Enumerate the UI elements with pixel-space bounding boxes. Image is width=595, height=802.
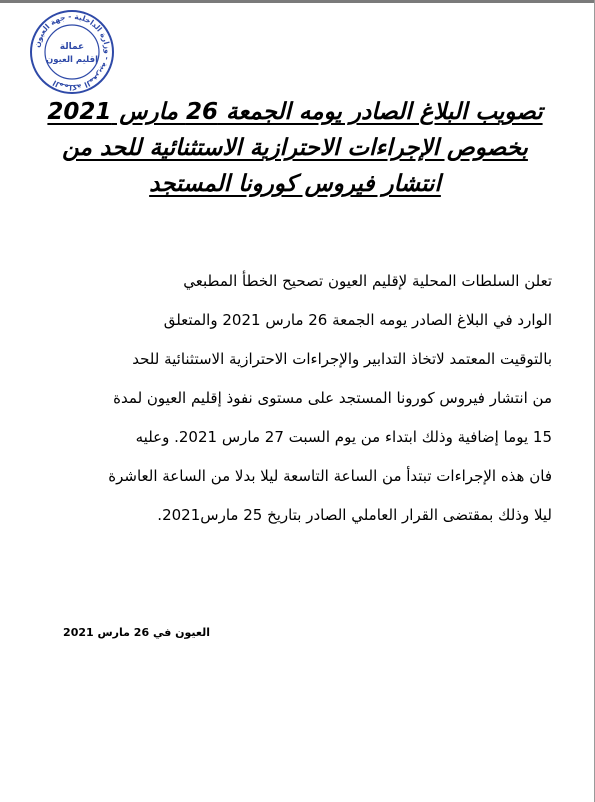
stamp-ring-text: المملكة المغربية - وزارة الداخلية - جهة العيون [32, 11, 113, 93]
stamp-center-line2: إقليم العيون [45, 55, 99, 65]
page-top-border [0, 0, 595, 3]
title-line-2: بخصوص الإجراءات الاحترازية الاستثنائية للحد من [62, 135, 528, 161]
body-line-7: ليلا وذلك بمقتضى القرار العاملي الصادر بتاريخ 25 مارس2021. [157, 506, 552, 524]
title-line-1: تصويب البلاغ الصادر يومه الجمعة 26 مارس 2021 [47, 99, 543, 125]
body-line-6: فان هذه الإجراءات تبتدأ من الساعة التاسعة ليلا بدلا من الساعة العاشرة [108, 467, 552, 485]
body-line-2: الوارد في البلاغ الصادر يومه الجمعة 26 مارس 2021 والمتعلق [163, 311, 552, 329]
official-stamp [28, 8, 116, 96]
document-title [40, 94, 550, 202]
body-line-4: من انتشار فيروس كورونا المستجد على مستوى نفوذ إقليم العيون لمدة [113, 389, 552, 407]
stamp-center-line1: عمالة [59, 42, 85, 52]
body-line-3: بالتوقيت المعتمد لاتخاذ التدابير والإجراءات الاحترازية الاستثنائية للحد [132, 350, 552, 368]
title-line-3: انتشار فيروس كورونا المستجد [149, 171, 441, 197]
announcement-body [40, 262, 552, 535]
body-line-5: 15 يوما إضافية وذلك ابتداء من يوم السبت 27 مارس 2021. وعليه [135, 428, 552, 446]
document-date: العيون في 26 مارس 2021 [63, 626, 210, 639]
svg-text:المملكة المغربية - وزارة الداخ [32, 12, 112, 92]
body-line-1: تعلن السلطات المحلية لإقليم العيون تصحيح الخطأ المطبعي [183, 272, 552, 290]
